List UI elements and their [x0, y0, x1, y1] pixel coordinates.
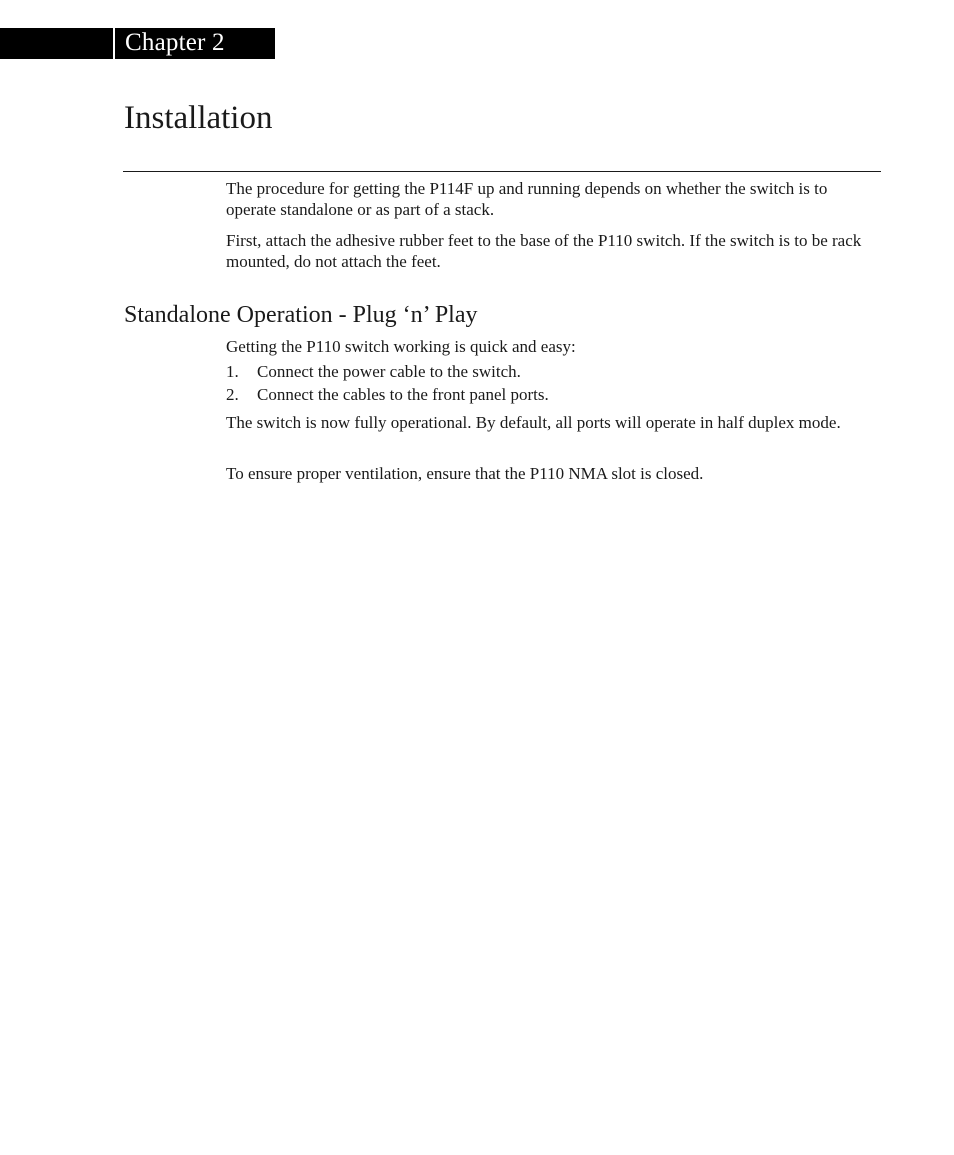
section-heading: Standalone Operation - Plug ‘n’ Play — [124, 302, 478, 328]
intro-paragraph-1: The procedure for getting the P114F up and running depends on whether the switch is to operate standalone or as part of a stack. — [226, 179, 828, 219]
chapter-label: Chapter 2 — [125, 29, 225, 56]
page-title: Installation — [124, 100, 273, 136]
chapter-banner-divider — [113, 28, 115, 59]
section-lead: Getting the P110 switch working is quick and easy: — [226, 337, 576, 356]
intro-paragraph-2: First, attach the adhesive rubber feet to the base of the P110 switch. If the switch is to be rack mounted, do not attach the feet. — [226, 231, 862, 271]
step-number: 1. — [226, 362, 239, 381]
status-paragraph: The switch is now fully operational. By default, all ports will operate in half duplex mode. — [226, 413, 841, 432]
title-rule — [123, 171, 881, 172]
ventilation-paragraph: To ensure proper ventilation, ensure that the P110 NMA slot is closed. — [226, 464, 704, 483]
step-number: 2. — [226, 385, 239, 404]
step-text: Connect the cables to the front panel ports. — [257, 385, 549, 404]
steps-list — [226, 360, 549, 406]
step-text: Connect the power cable to the switch. — [257, 362, 521, 381]
list-item — [226, 383, 549, 406]
list-item — [226, 360, 549, 383]
